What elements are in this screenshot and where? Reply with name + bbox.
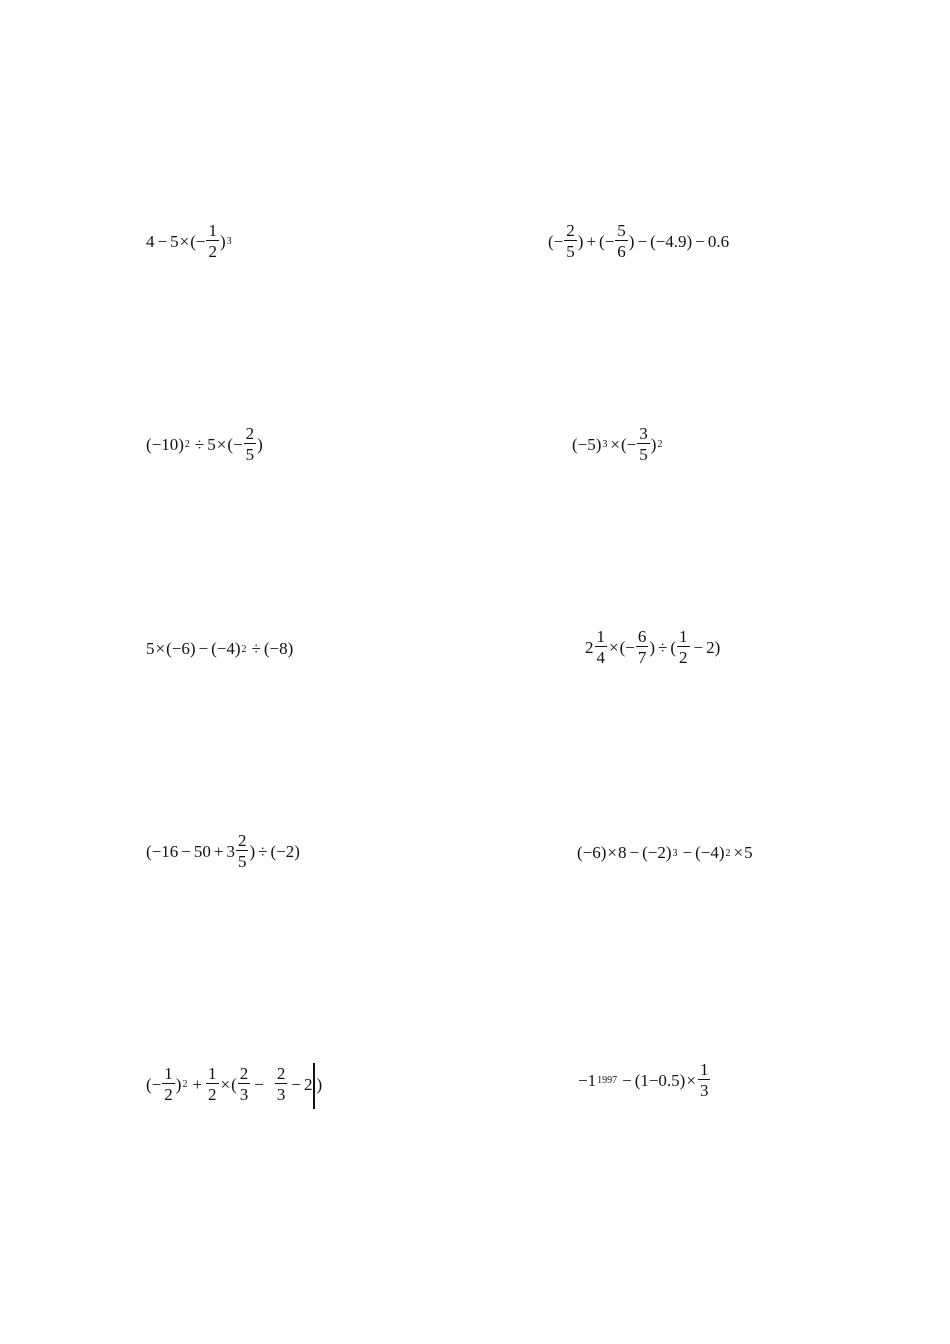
minus-sign: −: [629, 843, 640, 862]
paren: (: [190, 231, 196, 251]
problem-5: [146, 640, 293, 657]
denominator: 4: [596, 648, 605, 667]
plus-sign: +: [213, 841, 224, 861]
minus-sign: −: [233, 434, 243, 454]
text-cursor: [313, 1063, 315, 1109]
fraction: [564, 222, 577, 260]
numerator: 2: [245, 424, 255, 443]
times-sign: ×: [609, 637, 619, 657]
problem-6: [585, 628, 720, 666]
term: 0.6: [707, 231, 730, 251]
term: (−4.9): [650, 231, 693, 251]
denominator: 5: [237, 852, 247, 871]
minus-sign: −: [181, 841, 191, 861]
problem-10: [578, 1061, 711, 1099]
minus-sign: −: [625, 637, 635, 657]
denominator: 6: [617, 242, 626, 261]
problem-3: [146, 425, 263, 463]
paren: ): [316, 1074, 323, 1094]
term: 5: [170, 231, 179, 251]
minus-sign: −: [604, 231, 615, 251]
minus-sign: −: [693, 637, 704, 657]
numerator: 1: [679, 627, 688, 646]
fraction: [595, 628, 608, 666]
minus-sign: −: [637, 231, 648, 251]
times-sign: ×: [220, 1074, 231, 1094]
denominator: 3: [239, 1085, 249, 1104]
paren: ): [249, 841, 256, 861]
denominator: 3: [699, 1081, 709, 1100]
term: 5: [146, 639, 155, 658]
term: 5: [744, 843, 753, 862]
minus-sign: −: [195, 231, 206, 251]
fraction: [677, 628, 690, 666]
denominator: 3: [276, 1085, 286, 1104]
minus-sign: −: [695, 231, 705, 251]
denominator: 2: [208, 1085, 217, 1104]
times-sign: ×: [610, 434, 621, 454]
numerator: 2: [237, 831, 247, 850]
denominator: 5: [245, 445, 255, 464]
denominator: 2: [679, 648, 688, 667]
term: (−5): [572, 434, 602, 454]
minus-sign: −: [626, 434, 637, 454]
paren: (: [146, 841, 152, 861]
exponent: 3: [226, 236, 232, 247]
fraction: [162, 1065, 175, 1103]
fraction: [206, 1065, 219, 1103]
term: 2: [706, 637, 715, 657]
problem-8: [577, 844, 753, 861]
fraction: [236, 832, 249, 870]
term: (−10): [146, 434, 184, 454]
minus-sign: −: [291, 1074, 301, 1094]
term: 2: [303, 1074, 313, 1094]
fraction: [244, 425, 257, 463]
numerator: 3: [639, 424, 648, 443]
denominator: 5: [639, 445, 648, 464]
problem-1: [146, 222, 234, 260]
minus-sign: −: [578, 1070, 588, 1090]
numerator: 5: [617, 221, 626, 240]
paren: ): [257, 434, 263, 454]
fraction: [637, 425, 650, 463]
fraction: [636, 628, 649, 666]
exponent: 1997: [597, 1075, 618, 1086]
term: 4: [146, 231, 155, 251]
divide-sign: ÷: [258, 841, 268, 861]
paren: ): [650, 434, 657, 454]
exponent: 3: [602, 439, 608, 450]
term: (−8): [263, 639, 294, 658]
problem-2: [548, 222, 729, 260]
fraction: [206, 222, 219, 260]
denominator: 7: [637, 648, 647, 667]
paren: (: [599, 231, 605, 251]
times-sign: ×: [686, 1070, 696, 1090]
fraction: [615, 222, 628, 260]
term: 5: [207, 434, 216, 454]
paren: (: [146, 1074, 152, 1094]
whole-number: 3: [226, 841, 235, 861]
fraction: [275, 1065, 288, 1103]
numerator: 1: [208, 1064, 217, 1083]
denominator: 5: [566, 242, 575, 261]
fraction: [238, 1065, 251, 1103]
times-sign: ×: [216, 434, 227, 454]
exponent: 3: [672, 847, 678, 859]
term: (−4): [211, 639, 241, 658]
divide-sign: ÷: [251, 639, 261, 658]
term: −16: [151, 841, 179, 861]
term: 1: [587, 1070, 597, 1090]
exponent: 2: [184, 439, 190, 450]
exponent: 2: [725, 847, 731, 859]
term: (−2): [270, 841, 300, 861]
problem-9: [146, 1061, 322, 1107]
minus-sign: −: [622, 1070, 632, 1090]
minus-sign: −: [198, 639, 209, 658]
minus-sign: −: [254, 1074, 264, 1094]
plus-sign: +: [586, 231, 597, 251]
minus-sign: −: [157, 231, 168, 251]
numerator: 6: [637, 627, 647, 646]
paren: ): [219, 231, 226, 251]
paren: ): [577, 231, 584, 251]
fraction: [698, 1061, 711, 1099]
minus-sign: −: [151, 1074, 162, 1094]
numerator: 2: [566, 221, 575, 240]
times-sign: ×: [733, 843, 744, 862]
times-sign: ×: [607, 843, 618, 862]
paren: (: [619, 637, 626, 657]
term: 50: [193, 841, 211, 861]
times-sign: ×: [155, 639, 166, 658]
term: (−6): [166, 639, 196, 658]
paren: ): [714, 637, 721, 657]
problem-7: [146, 832, 300, 870]
paren: (: [231, 1074, 237, 1094]
times-sign: ×: [179, 231, 190, 251]
term: (−6): [577, 843, 607, 862]
term: 8: [618, 843, 627, 862]
term: (−2): [642, 843, 672, 862]
paren: (: [670, 637, 677, 657]
paren: ): [175, 1074, 182, 1094]
term: (−4): [695, 843, 725, 862]
numerator: 2: [239, 1064, 249, 1083]
plus-sign: +: [192, 1074, 203, 1094]
problem-4: [572, 425, 664, 463]
numerator: 1: [699, 1060, 709, 1079]
minus-sign: −: [553, 231, 564, 251]
minus-sign: −: [682, 843, 693, 862]
denominator: 2: [208, 242, 217, 261]
term: (1−0.5): [634, 1070, 686, 1090]
denominator: 2: [164, 1085, 173, 1104]
paren: ): [628, 231, 635, 251]
paren: (: [227, 434, 234, 454]
numerator: 1: [208, 221, 217, 240]
exponent: 2: [241, 643, 247, 655]
paren: ): [649, 637, 656, 657]
whole-number: 2: [585, 637, 594, 657]
divide-sign: ÷: [658, 637, 668, 657]
exponent: 2: [657, 439, 663, 450]
divide-sign: ÷: [194, 434, 205, 454]
paren: (: [548, 231, 554, 251]
numerator: 2: [276, 1064, 286, 1083]
numerator: 1: [164, 1064, 173, 1083]
paren: (: [621, 434, 627, 454]
exponent: 2: [182, 1079, 188, 1090]
numerator: 1: [596, 627, 605, 646]
